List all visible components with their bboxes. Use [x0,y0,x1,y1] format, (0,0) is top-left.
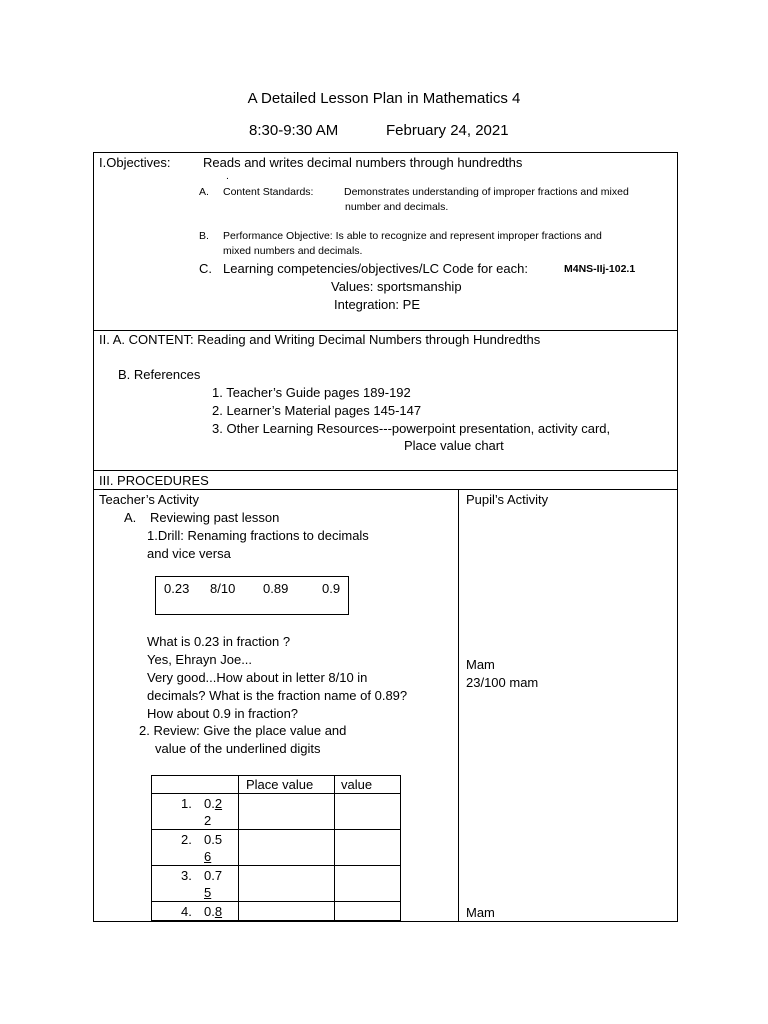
pupil-response: 23/100 mam [466,675,539,690]
objectives-text: Reads and writes decimal numbers through hundredths [203,155,523,170]
references-label: B. References [118,367,201,382]
question-2: Yes, Ehrayn Joe... [147,652,253,667]
table-row-number: 3. [181,868,192,883]
table-row-line [151,901,401,902]
table-col-line [238,775,239,921]
section-divider [93,470,678,471]
content-heading: II. A. CONTENT: Reading and Writing Decimal Numbers through Hundredths [99,332,541,347]
values-text: Values: sportsmanship [331,279,462,294]
page-title: A Detailed Lesson Plan in Mathematics 4 [247,90,521,107]
reference-3-cont: Place value chart [404,438,504,453]
drill-item: 8/10 [210,581,236,596]
table-row-decimal: 0.2 [204,796,223,811]
table-row-line [151,793,401,794]
underlined-digit: 8 [214,904,223,919]
lc-code: M4NS-IIj-102.1 [564,263,636,275]
drill-item: 0.89 [263,581,289,596]
pupil-activity-header: Pupil’s Activity [466,492,549,507]
question-5: How about 0.9 in fraction? [147,706,299,721]
question-3: Very good...How about in letter 8/10 in [147,670,368,685]
drill-line-2: and vice versa [147,546,231,561]
learning-competencies: Learning competencies/objectives/LC Code for each: [223,261,528,276]
item-marker-c: C. [199,261,212,276]
column-divider [458,489,459,922]
table-row-number: 1. [181,796,192,811]
table-row-decimal: 0.8 [204,904,223,919]
table-row-number: 4. [181,904,192,919]
underlined-digit: 2 [214,796,223,811]
reference-2: 2. Learner’s Material pages 145-147 [212,403,422,418]
table-row-line [151,865,401,866]
teacher-activity-header: Teacher’s Activity [99,492,199,507]
table-header-value: value [341,777,373,792]
section-divider [93,489,678,490]
table-row-line [151,829,401,830]
underlined-digit: 6 [204,849,212,864]
item-marker-a-proc: A. [124,510,137,525]
drill-item: 0.9 [322,581,341,596]
table-row-decimal: 0.7 [204,868,223,883]
question-1: What is 0.23 in fraction ? [147,634,291,649]
reference-1: 1. Teacher’s Guide pages 189-192 [212,385,411,400]
section-divider [93,330,678,331]
table-row-decimal: 0.5 [204,832,223,847]
question-4: decimals? What is the fraction name of 0.89? [147,688,408,703]
drill-item: 0.23 [164,581,190,596]
content-standards-text-1: Demonstrates understanding of improper fractions and mixed [344,186,629,198]
content-standards-text-2: number and decimals. [345,201,449,213]
integration-text: Integration: PE [334,297,420,312]
lesson-date: February 24, 2021 [386,122,509,139]
drill-line-1: 1.Drill: Renaming fractions to decimals [147,528,369,543]
item-marker-b: B. [199,230,209,242]
pupil-response: Mam [466,905,495,920]
objectives-label: I.Objectives: [99,155,171,170]
table-header-place-value: Place value [246,777,314,792]
procedures-heading: III. PROCEDURES [99,473,209,488]
performance-objective-1: Performance Objective: Is able to recognize and represent improper fractions and [223,230,602,242]
table-row-decimal-cont: 2 [204,813,212,828]
objectives-dot: . [226,170,229,182]
lesson-time: 8:30-9:30 AM [249,122,339,139]
underlined-digit: 5 [204,885,212,900]
reviewing-past-lesson: Reviewing past lesson [150,510,280,525]
performance-objective-2: mixed numbers and decimals. [223,245,363,257]
table-row-number: 2. [181,832,192,847]
review-line-2: value of the underlined digits [155,741,321,756]
content-standards-label: Content Standards: [223,186,314,198]
review-line-1: 2. Review: Give the place value and [139,723,347,738]
item-marker-a: A. [199,186,209,198]
table-col-line [334,775,335,921]
pupil-response: Mam [466,657,495,672]
reference-3: 3. Other Learning Resources---powerpoint presentation, activity card, [212,421,611,436]
